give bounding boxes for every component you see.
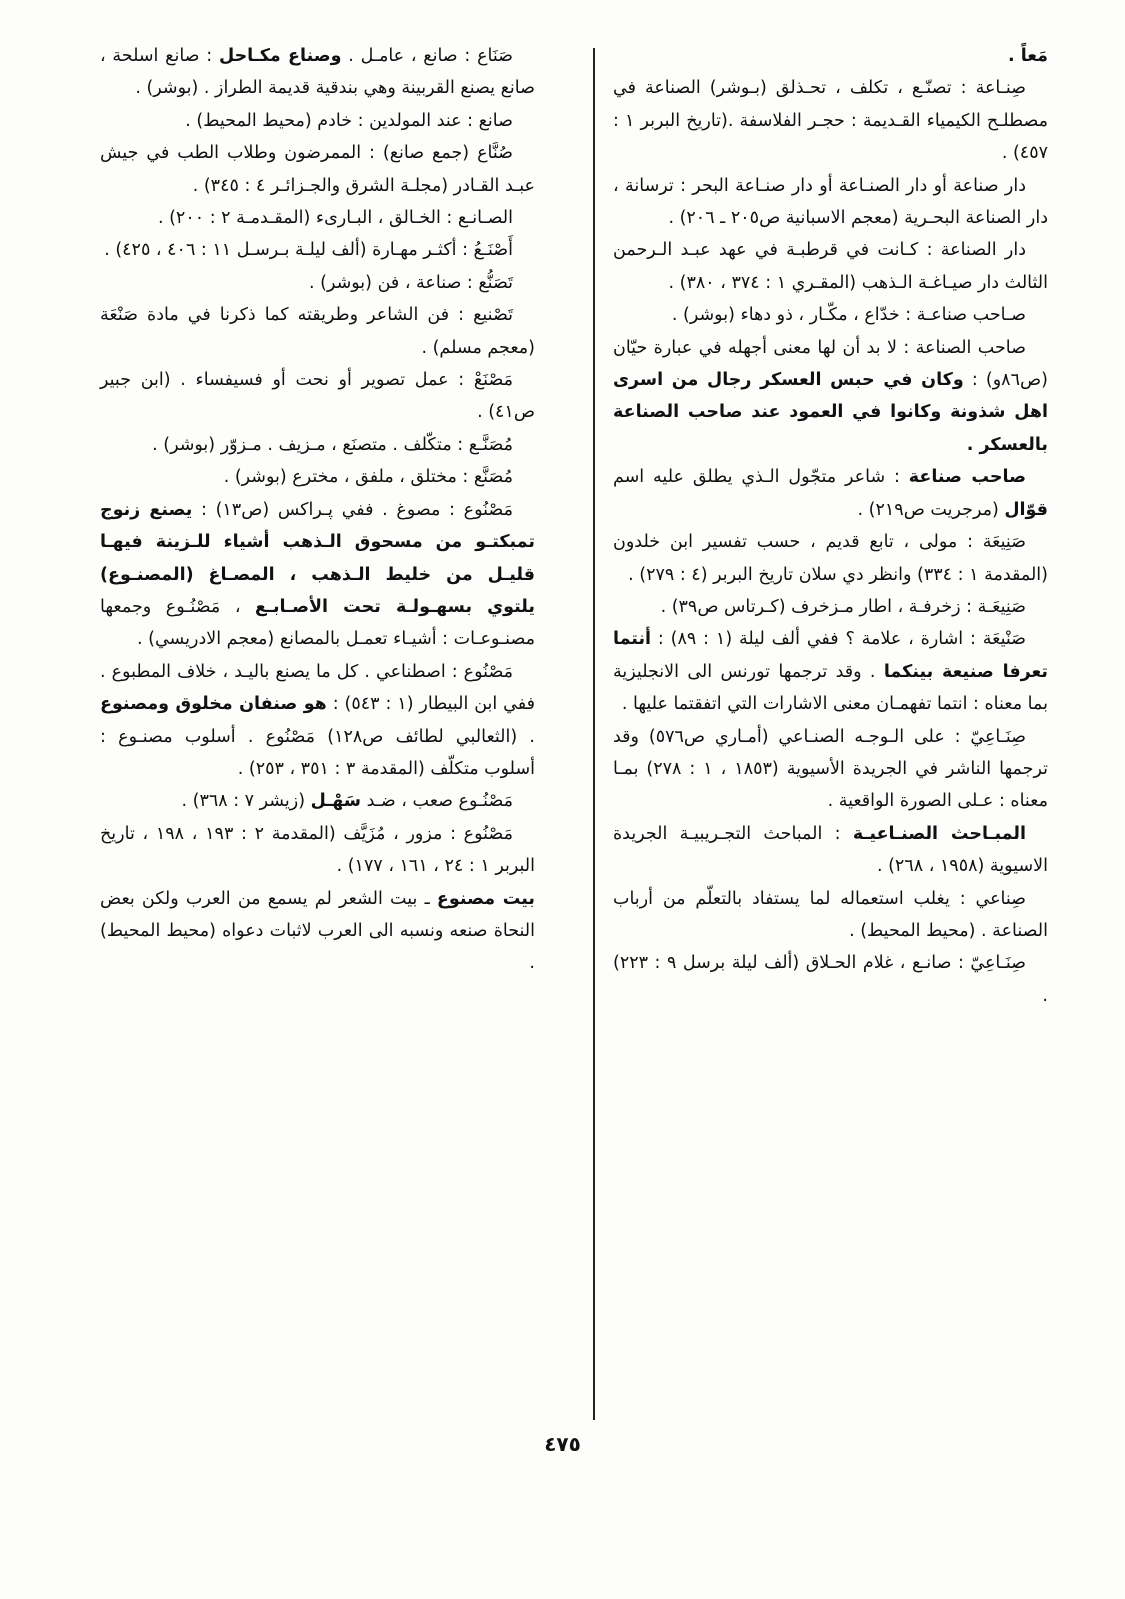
entry-text-bold: بيت مصنوع bbox=[436, 888, 535, 909]
dictionary-entry bbox=[100, 429, 535, 461]
right-column bbox=[613, 40, 1048, 1012]
entry-text: صَنَاع : صانع ، عامـل . bbox=[341, 46, 513, 66]
entry-text-bold: قوّال bbox=[1004, 499, 1048, 520]
dictionary-entry bbox=[100, 461, 535, 493]
entry-text: مَصْنُوع : اصطناعي . كل ما يصنع باليـد ، خلاف المطبوع . ففي ابن البيطار (١ : ٥٤٣) : bbox=[100, 661, 535, 715]
dictionary-entry bbox=[613, 818, 1048, 883]
dictionary-entry bbox=[613, 40, 1048, 72]
entry-text: ، مَصْنُـوع وجمعها مصنـوعـات : أشيـاء تعمـل بالمصانع (معجم الادريسي) . bbox=[100, 596, 535, 650]
entry-text: مُصَنَّـع : متكّلف . متصنَع ، مـزيف . مـزوّر (بوشر) . bbox=[152, 434, 513, 455]
dictionary-entry bbox=[100, 364, 535, 429]
dictionary-entry bbox=[100, 105, 535, 137]
dictionary-entry bbox=[100, 267, 535, 299]
entry-text: دار صناعة أو دار الصنـاعة أو دار صنـاعة البحر : ترسانة ، دار الصناعة البحـرية (معجم الاسبانية ص٢٠٥ ـ ٢٠٦) . bbox=[613, 175, 1048, 229]
dictionary-entry bbox=[100, 656, 535, 786]
entry-text: أَصْنَـعُ : أكثـر مهـارة (ألف ليلـة بـرسـل ١١ : ٤٠٦ ، ٤٢٥) . bbox=[104, 240, 513, 261]
entry-text: تَصَنُّع : صناعة ، فن (بوشر) . bbox=[309, 272, 513, 293]
entry-text: صَنِيعَة : مولى ، تابع قديم ، حسب تفسير ابن خلدون (المقدمة ١ : ٣٣٤) وانظر دي سلان تاريخ البربر (٤ : ٢٧٩) . bbox=[613, 532, 1048, 585]
entry-text-bold: مَعاً . bbox=[1007, 46, 1048, 66]
entry-text: : المباحث التجـريبيـة الجريدة الاسيوية (١٩٥٨ ، ٢٦٨) . bbox=[613, 823, 1048, 877]
dictionary-entry bbox=[100, 234, 535, 266]
dictionary-entry bbox=[613, 332, 1048, 462]
entry-text-bold: وكان في حبس العسكر رجال من اسرى اهل شذونة وكانوا في العمود عند صاحب الصناعة بالعسكر . bbox=[613, 370, 1048, 455]
dictionary-entry bbox=[613, 234, 1048, 299]
entry-text: : صانع اسلحة ، صانع يصنع القربينة وهي بندقية قديمة الطراز . (بوشر) . bbox=[100, 46, 535, 99]
dictionary-entry bbox=[613, 591, 1048, 623]
entry-text: مَصْنَعْ : عمل تصوير أو نحت أو فسيفساء . (ابن جبير ص٤١) . bbox=[100, 370, 535, 423]
dictionary-entry bbox=[613, 883, 1048, 948]
entry-text: : شاعر متجّول الـذي يطلق عليه اسم bbox=[613, 467, 909, 488]
entry-text: صِنَـاعِيّ : صانـع ، غلام الحـلاق (ألف ليلة برسل ٩ : ٢٢٣) . bbox=[613, 953, 1048, 1006]
left-column bbox=[100, 40, 535, 980]
dictionary-entry bbox=[613, 299, 1048, 331]
dictionary-entry bbox=[100, 494, 535, 656]
dictionary-entry bbox=[613, 721, 1048, 818]
entry-text: (زيشر ٧ : ٣٦٨) . bbox=[181, 791, 311, 812]
entry-text: صِناعي : يغلب استعماله لما يستفاد بالتعلّم من أرباب الصناعة . (محيط المحيط) . bbox=[613, 888, 1048, 941]
entry-text: صُنَّاع (جمع صانع) : الممرضون وطلاب الطب في جيش عبـد القـادر (مجلـة الشرق والجـزائـر ٤ : ٣٤٥) . bbox=[100, 143, 535, 196]
column-divider bbox=[593, 48, 595, 1420]
entry-text: دار الصناعة : كـانت في قرطبـة في عهد عبـد الـرحمن الثالث دار صيـاغـة الـذهب (المقـري ١ : ٣٧٤ ، ٣٨٠) . bbox=[613, 240, 1048, 293]
dictionary-entry bbox=[613, 623, 1048, 720]
dictionary-entry bbox=[613, 461, 1048, 526]
dictionary-entry bbox=[613, 947, 1048, 1012]
entry-text: . وقد ترجمها تورنس الى الانجليزية بما معناه : انتما تفهمـان معنى الاشارات التي اتفقتما عليها . bbox=[613, 661, 1048, 715]
entry-text: صاحب الصناعة : لا بد أن لها معنى أجهله في عبارة حيّان (ص٨٦و) : bbox=[613, 337, 1048, 391]
dictionary-entry bbox=[613, 526, 1048, 591]
entry-text: تَصْنيع : فن الشاعر وطريقته كما ذكرنا في مادة صَنْعَة (معجم مسلم) . bbox=[100, 305, 535, 358]
entry-text: صَنْيعَة : اشارة ، علامة ؟ ففي ألف ليلة (١ : ٨٩) : bbox=[651, 629, 1026, 650]
dictionary-entry bbox=[100, 299, 535, 364]
entry-text: صانع : عند المولدين : خادم (محيط المحيط) . bbox=[185, 110, 513, 131]
dictionary-entry bbox=[100, 883, 535, 980]
page-number: ٤٧٥ bbox=[544, 1432, 581, 1456]
dictionary-entry bbox=[100, 818, 535, 883]
entry-text: مُصَنَّع : مختلق ، ملفق ، مخترع (بوشر) . bbox=[223, 467, 513, 488]
entry-text: الصـانـع : الخـالق ، البـارىء (المقـدمـة ٢ : ٢٠٠) . bbox=[157, 208, 513, 229]
dictionary-entry bbox=[100, 785, 535, 817]
entry-text: صَنِيعَـة : زخرفـة ، اطار مـزخرف (كـرتاس ص٣٩) . bbox=[660, 596, 1026, 617]
dictionary-entry bbox=[613, 72, 1048, 169]
entry-text: صِنـاعة : تصنّـع ، تكلف ، تحـذلق (بـوشر) الصناعة في مصطلـح الكيمياء القـديمة : حجـر الفلاسفة .(تاريخ البربر ١ : ٤٥٧) . bbox=[613, 78, 1048, 164]
entry-text-bold: أنتما تعرفا صنيعة بينكما bbox=[613, 629, 1048, 682]
entry-text-bold: يصنع زنوج تمبكتـو من مسحوق الـذهب أشياء للـزينة فيهـا قليـل من خليط الـذهب ، المصـاغ (المصنـوع) يلتوي بسهـولـة تحت الأصـابـع bbox=[100, 499, 535, 617]
entry-text: مَصْنُوع : مزور ، مُزَيَّف (المقدمة ٢ : ١٩٣ ، ١٩٨ ، تاريخ البربر ١ : ٢٤ ، ١٦١ ، ١٧٧) . bbox=[100, 823, 535, 877]
entry-text-bold: صاحب صناعة bbox=[908, 467, 1026, 488]
entry-text-bold: سَهْـل bbox=[310, 791, 361, 812]
entry-text: . (الثعالبي لطائف ص١٢٨) مَصْنُوع . أسلوب مصنـوع : أسلوب متكلّف (المقدمة ٣ : ٣٥١ ، ٢٥٣) . bbox=[100, 726, 535, 779]
entry-text: (مرجريت ص٢١٩) . bbox=[857, 499, 1005, 520]
dictionary-entry bbox=[100, 202, 535, 234]
dictionary-entry bbox=[100, 137, 535, 202]
entry-text: صِنَـاعِيّ : على الـوجـه الصنـاعي (أمـاري ص٥٧٦) وقد ترجمها الناشر في الجريدة الأسيوية (١٨٥٣ ، ١ : ٢٧٨) بمـا معناه : عـلى الصورة الواقعية . bbox=[613, 726, 1048, 812]
entry-text-bold: هو صنفان مخلوق ومصنوع bbox=[100, 694, 327, 715]
entry-text: ـ بيت الشعر لم يسمع من العرب ولكن بعض النحاة صنعه ونسبه الى العرب لاثبات دعواه (محيط المحيط) . bbox=[100, 888, 535, 974]
entry-text: مَصْنُـوع صعب ، ضـد bbox=[361, 791, 513, 812]
dictionary-entry bbox=[100, 40, 535, 105]
dictionary-entry bbox=[613, 170, 1048, 235]
entry-text: صـاحب صناعـة : خدّاع ، مكّـار ، ذو دهاء (بوشر) . bbox=[671, 305, 1026, 326]
entry-text: مَصْنُوع : مصوغ . ففي پـراكس (ص١٣) : bbox=[192, 499, 513, 520]
entry-text-bold: وصناع مكـاحل bbox=[218, 46, 342, 66]
entry-text-bold: المبـاحث الصنـاعيـة bbox=[852, 823, 1026, 844]
